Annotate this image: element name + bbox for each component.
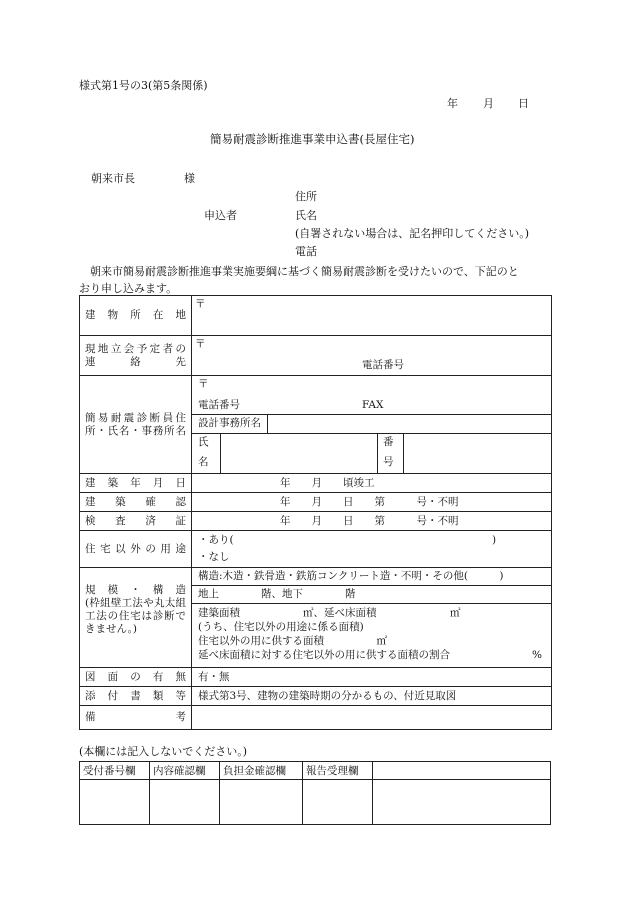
diagnoser-phone-label: 電話番号 bbox=[198, 399, 240, 411]
building-location-label: 建物所在地 bbox=[80, 296, 192, 336]
row-remarks bbox=[80, 706, 552, 730]
office-use-note: (本欄には記入しないでください。) bbox=[79, 745, 248, 758]
area-line-3: 住宅以外の用に供する面積 ㎡ bbox=[198, 635, 387, 647]
addressee-honorific: 様 bbox=[184, 172, 195, 185]
scale-structure-label bbox=[80, 568, 192, 668]
row-witness-contact bbox=[80, 336, 552, 376]
row-building-confirmation bbox=[80, 493, 552, 512]
office-name-field[interactable] bbox=[268, 415, 551, 433]
content-check-cell bbox=[150, 780, 220, 825]
date-year: 年 bbox=[447, 97, 458, 110]
reception-number-header: 受付番号欄 bbox=[80, 762, 150, 780]
diagnoser-label bbox=[80, 376, 192, 474]
applicant-phone-label: 電話 bbox=[295, 245, 317, 258]
diagnoser-address-cell[interactable] bbox=[192, 376, 551, 415]
witness-label-line2: 連絡先 bbox=[85, 355, 186, 368]
content-check-header: 内容確認欄 bbox=[150, 762, 220, 780]
postal-mark: 〒 bbox=[195, 338, 206, 350]
usage-yes-option[interactable]: ・あり( bbox=[198, 534, 234, 546]
office-name-label: 設計事務所名 bbox=[192, 415, 268, 433]
intro-line-2: おり申し込みます。 bbox=[79, 282, 178, 295]
usage-yes-close: ) bbox=[492, 534, 497, 546]
built-date-field[interactable]: 年 月 頃竣工 bbox=[192, 474, 552, 493]
diagnoser-number-field[interactable] bbox=[404, 434, 551, 473]
report-receipt-header: 報告受理欄 bbox=[303, 762, 373, 780]
name-label: 氏 名 bbox=[192, 434, 221, 473]
witness-phone-label: 電話番号 bbox=[362, 359, 404, 371]
drawings-field[interactable]: 有・無 bbox=[192, 668, 552, 687]
row-non-residential-use bbox=[80, 531, 552, 568]
inspection-certificate-label: 検査済証 bbox=[80, 512, 192, 531]
floors-line[interactable]: 地上 階、地下 階 bbox=[192, 586, 551, 604]
office-name-row bbox=[192, 415, 551, 434]
witness-label-line1: 現地立会予定者の bbox=[85, 342, 186, 355]
diagnoser-field bbox=[192, 376, 552, 474]
scale-structure-field bbox=[192, 568, 552, 668]
drawings-label: 図面の有無 bbox=[80, 668, 192, 687]
usage-no-option[interactable]: ・なし bbox=[198, 551, 230, 563]
payment-check-header: 負担金確認欄 bbox=[220, 762, 303, 780]
date-day: 日 bbox=[518, 97, 529, 110]
office-use-blank-header bbox=[373, 762, 551, 780]
non-residential-use-field[interactable] bbox=[192, 531, 552, 568]
row-attachments bbox=[80, 687, 552, 706]
applicant-label: 申込者 bbox=[204, 209, 237, 222]
postal-mark: 〒 bbox=[198, 378, 209, 390]
area-block[interactable] bbox=[192, 604, 551, 666]
addressee-mayor: 朝来市長 bbox=[91, 172, 135, 185]
applicant-name-label: 氏名 bbox=[295, 209, 317, 222]
document-title: 簡易耐震診断推進事業申込書(長屋住宅) bbox=[210, 132, 415, 146]
percent-sign: % bbox=[532, 649, 542, 661]
inspection-certificate-field[interactable]: 年 月 日 第 号・不明 bbox=[192, 512, 552, 531]
number-label: 番 号 bbox=[378, 434, 404, 473]
postal-mark: 〒 bbox=[195, 298, 206, 310]
area-line-1: 建築面積 ㎡、延べ床面積 ㎡ bbox=[198, 607, 461, 619]
office-use-entry-row bbox=[80, 780, 551, 825]
date-month: 月 bbox=[483, 97, 494, 110]
built-date-label: 建築年月日 bbox=[80, 474, 192, 493]
remarks-field[interactable] bbox=[192, 706, 552, 730]
application-form-table bbox=[79, 295, 552, 730]
witness-contact-label bbox=[80, 336, 192, 376]
area-line-4: 延べ床面積に対する住宅以外の用に供する面積の割合 bbox=[198, 649, 450, 661]
row-built-date bbox=[80, 474, 552, 493]
building-confirmation-field[interactable]: 年 月 日 第 号・不明 bbox=[192, 493, 552, 512]
office-use-table bbox=[79, 761, 551, 825]
office-use-blank-cell bbox=[373, 780, 551, 825]
witness-contact-field[interactable] bbox=[192, 336, 552, 376]
form-number: 様式第1号の3(第5条関係) bbox=[79, 79, 208, 92]
signature-note: (自署されない場合は、記名押印してください。) bbox=[295, 227, 530, 240]
reception-number-cell bbox=[80, 780, 150, 825]
intro-line-1: 朝来市簡易耐震診断推進事業実施要綱に基づく簡易耐震診断を受けたいので、下記のと bbox=[90, 265, 519, 278]
diagnoser-label-line1: 簡易耐震診断員住 bbox=[85, 411, 186, 424]
non-residential-use-label: 住宅以外の用途 bbox=[80, 531, 192, 568]
remarks-label: 備考 bbox=[80, 706, 192, 730]
diagnoser-label-line2: 所・氏名・事務所名 bbox=[85, 424, 186, 437]
building-location-field[interactable] bbox=[192, 296, 552, 336]
diagnoser-name-row bbox=[192, 434, 551, 473]
report-receipt-cell bbox=[303, 780, 373, 825]
payment-check-cell bbox=[220, 780, 303, 825]
scale-label: 規模・構造 bbox=[85, 584, 186, 596]
applicant-address-label: 住所 bbox=[295, 190, 317, 203]
scale-note: (枠組壁工法や丸太組工法の住宅は診断できません。) bbox=[85, 597, 186, 635]
attachments-field: 様式第3号、建物の建築時期の分かるもの、付近見取図 bbox=[192, 687, 552, 706]
office-use-header-row bbox=[80, 762, 551, 780]
row-inspection-certificate bbox=[80, 512, 552, 531]
row-scale-structure bbox=[80, 568, 552, 668]
area-line-2: (うち、住宅以外の用途に係る面積) bbox=[198, 621, 364, 633]
row-drawings bbox=[80, 668, 552, 687]
diagnoser-fax-label: FAX bbox=[362, 399, 384, 411]
diagnoser-name-field[interactable] bbox=[221, 434, 378, 473]
building-confirmation-label: 建築確認 bbox=[80, 493, 192, 512]
row-diagnoser bbox=[80, 376, 552, 474]
row-building-location bbox=[80, 296, 552, 336]
structure-line[interactable]: 構造:木造・鉄骨造・鉄筋コンクリート造・不明・その他( ) bbox=[192, 568, 551, 586]
attachments-label: 添付書類等 bbox=[80, 687, 192, 706]
